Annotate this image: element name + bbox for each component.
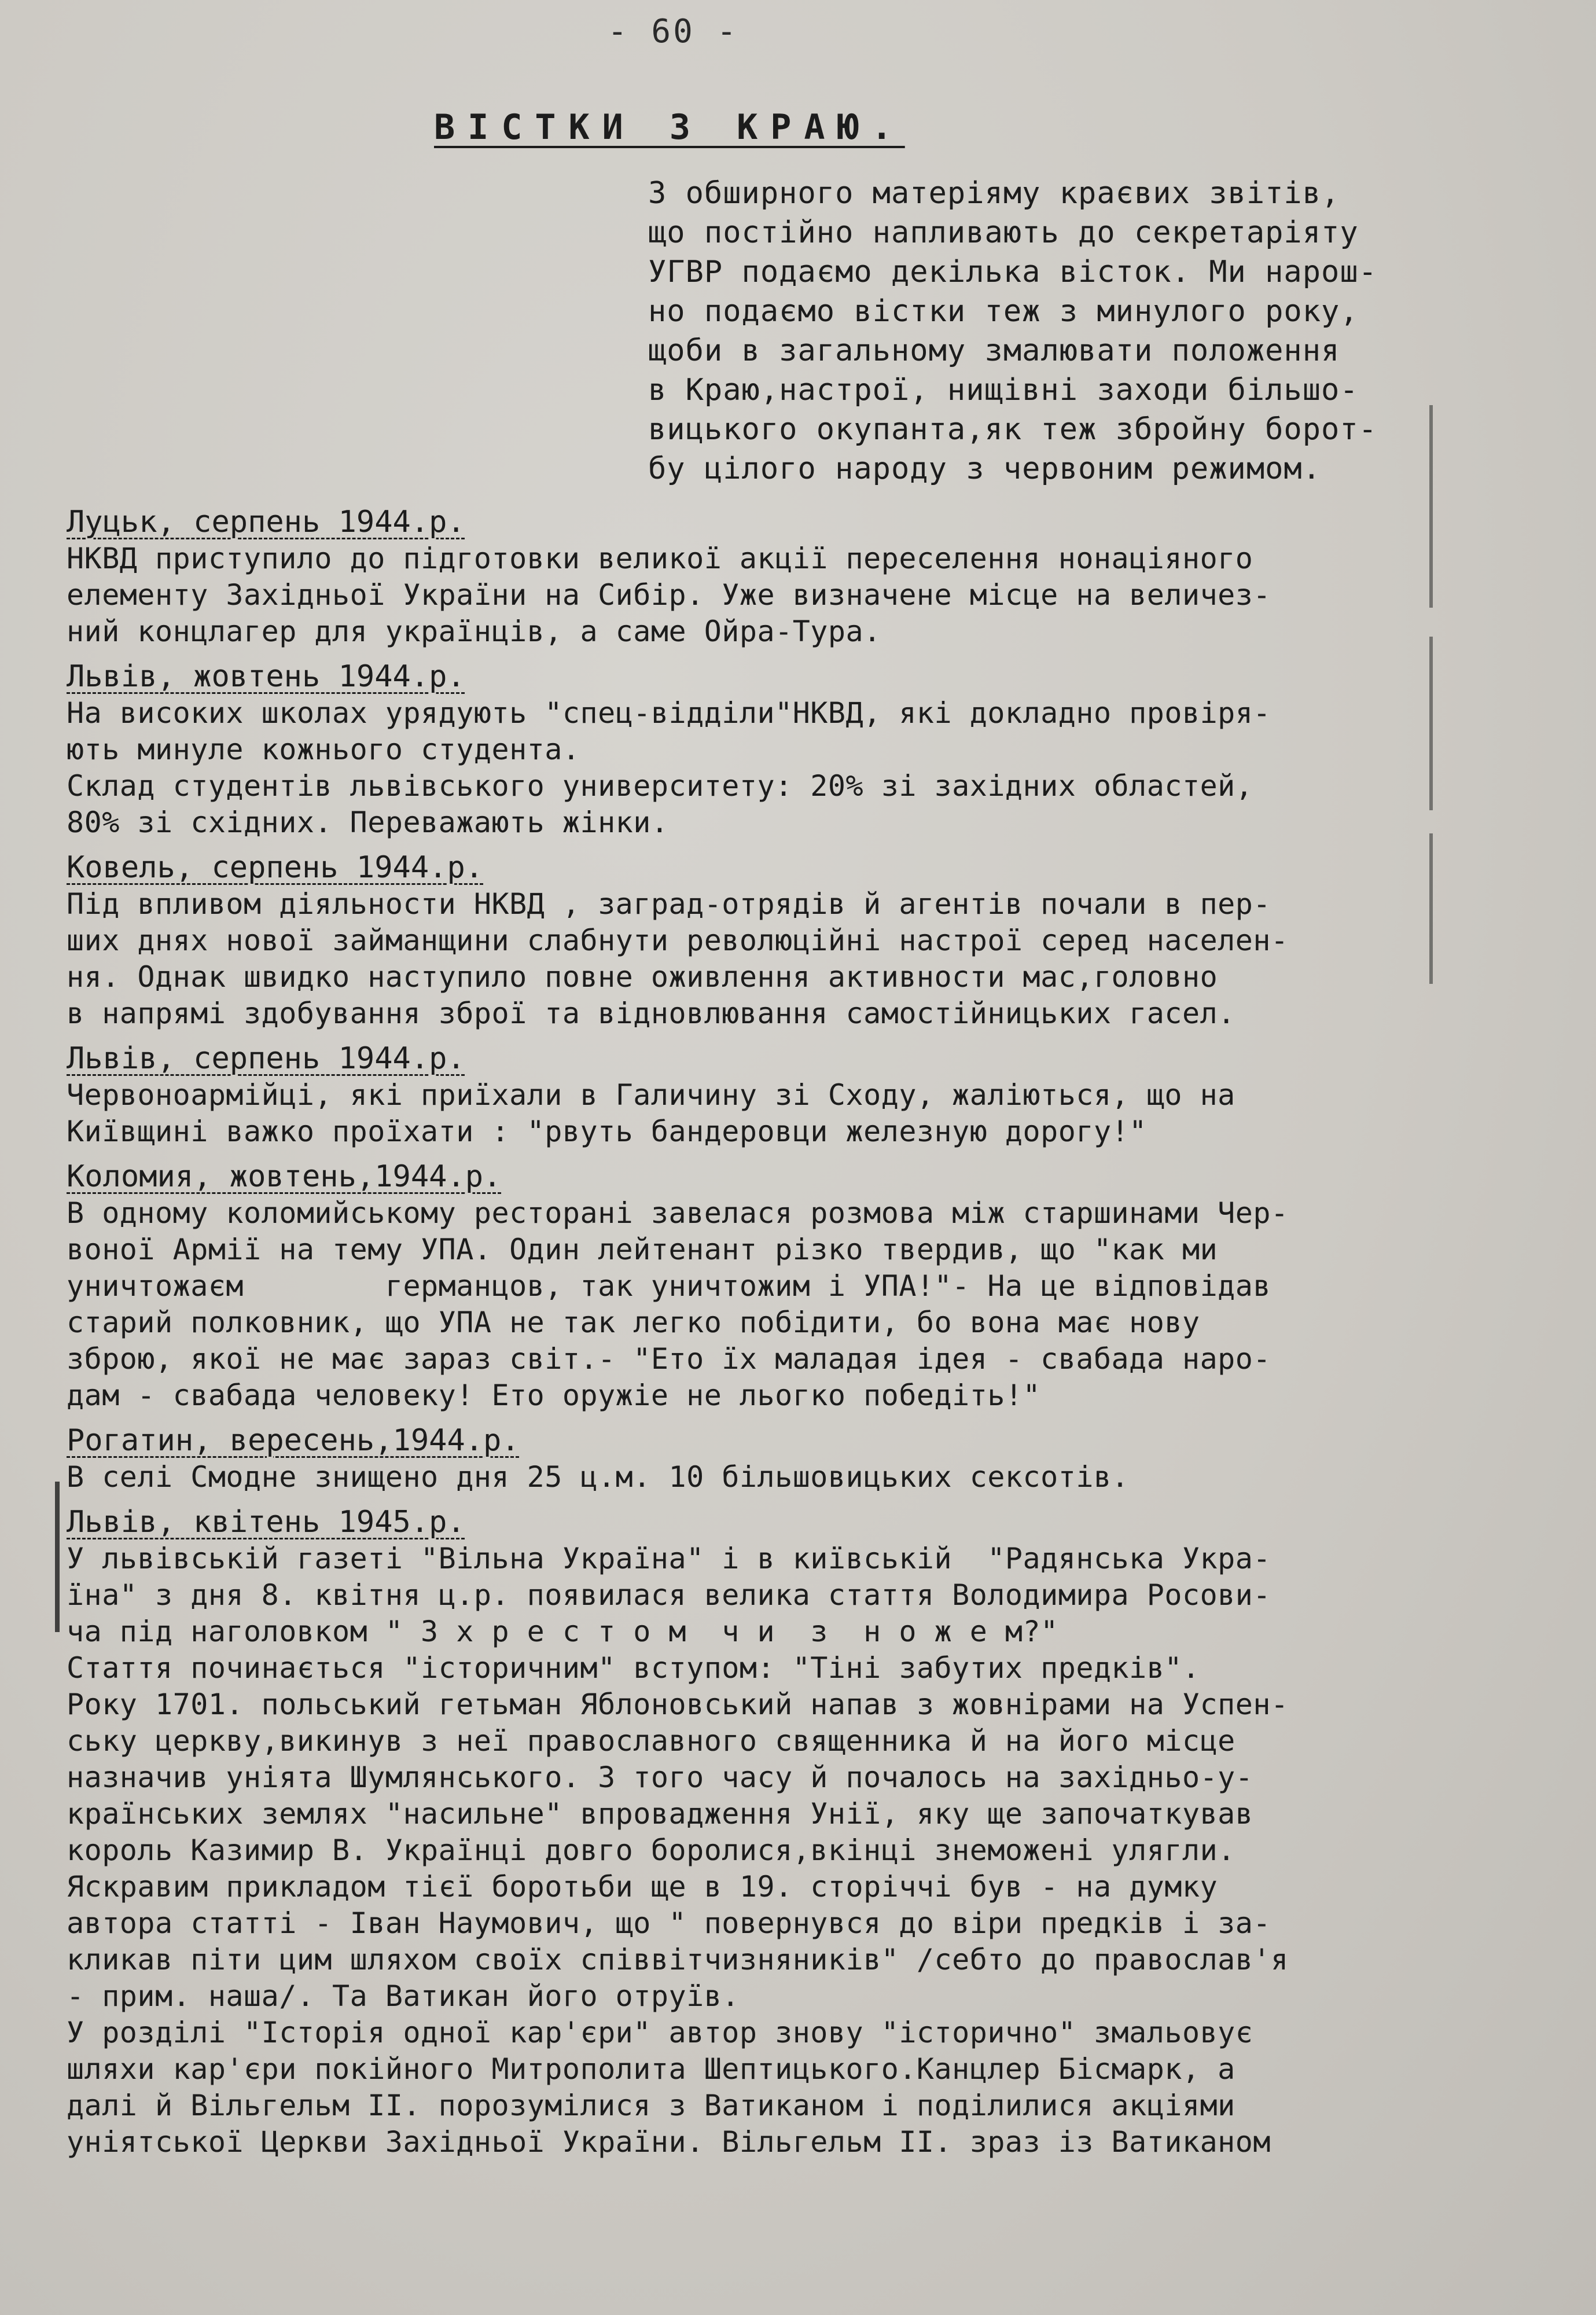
entry-line: Червоноармійці, які приїхали в Галичину зі Сходу, жаліються, що на [67,1078,1235,1112]
entry-line: їна" з дня 8. квітня ц.р. появилася велика стаття Володимира Росови- [67,1578,1271,1612]
news-entry [67,658,1548,841]
entry-line: В одному коломийському ресторані завелася розмова між старшинами Чер- [67,1196,1289,1230]
entry-line: Склад студентів львівського университету: 20% зі західних областей, [67,769,1253,803]
news-entry [67,849,1548,1032]
news-entry [67,504,1548,650]
intro-line: вицького окупанта,як теж збройну борот- [648,412,1377,447]
entry-line: ний концлагер для українців, а саме Ойра-Тура. [67,615,881,648]
entry-line: зброю, якої не має зараз світ.- "Ето їх маладая ідея - свабада наро- [67,1342,1271,1376]
entry-line: Стаття починається "історичним" вступом: "Тіні забутих предків". [67,1651,1200,1685]
entry-line: В селі Смодне знищено дня 25 ц.м. 10 більшовицьких сексотів. [67,1460,1130,1494]
intro-line: но подаємо вістки теж з минулого року, [648,294,1359,329]
entry-body [67,541,1548,650]
entry-dateline: Луцьк, серпень 1944.р. [67,505,465,539]
entry-line: ня. Однак швидко наступило повне оживлення активности мас,головно [67,960,1218,994]
entry-line: старий полковник, що УПА не так легко побідити, бо вона має нову [67,1306,1200,1339]
entry-line: автора статті - Іван Наумович, що " повернувся до віри предків і за- [67,1906,1271,1940]
entry-line: ють минуле кожнього студента. [67,733,580,766]
page-number: - 60 - [608,13,739,50]
entry-line: уничтожаєм германцов, так уничтожим і УПА!"- На це відповідав [67,1269,1271,1303]
entry-dateline: Львів, квітень 1945.р. [67,1505,465,1539]
entry-line: шляхи кар'єри покійного Митрополита Шептицького.Канцлер Бісмарк, а [67,2052,1235,2086]
entry-line: воної Армії на тему УПА. Один лейтенант різко твердив, що "как ми [67,1233,1218,1266]
entry-dateline: Коломия, жовтень,1944.р. [67,1159,502,1194]
entry-line: назначив уніята Шумлянського. З того часу й почалось на західньо-у- [67,1761,1253,1794]
entry-dateline: Рогатин, вересень,1944.р. [67,1423,520,1458]
entry-line: країнських землях "насильне" впровадження Унії, яку ще започаткував [67,1797,1253,1831]
entry-dateline: Львів, жовтень 1944.р. [67,659,465,694]
entry-line: ча під наголовком " З х р е с т о м ч и з н о ж е м?" [67,1615,1058,1648]
news-entries [67,504,1548,2169]
news-entry [67,1158,1548,1414]
entry-line: елементу Західньої України на Сибір. Уже визначене місце на величез- [67,578,1271,612]
entry-line: У львівській газеті "Вільна Україна" і в київській "Радянська Укра- [67,1542,1271,1575]
entry-line: уніятської Церкви Західньої України. Вільгельм II. зраз із Ватиканом [67,2125,1271,2159]
entry-line: дам - свабада человеку! Ето оружіе не льогко победіть!" [67,1379,1041,1412]
entry-line: - прим. нашa/. Та Ватикан його отруїв. [67,1979,740,2013]
entry-line: король Казимир В. Українці довго боролися,вкінці знеможені улягли. [67,1833,1235,1867]
intro-line: щоби в загальному змалювати положення [648,333,1340,368]
entry-line: Року 1701. польський гетьман Яблоновський напав з жовнірами на Успен- [67,1688,1289,1721]
intro-line: в Краю,настрої, нищівні заходи більшо- [648,373,1359,407]
entry-body [67,1541,1548,2160]
left-margin-mark [55,1482,60,1632]
entry-line: Яскравим прикладом тієї боротьби ще в 19. сторіччі був - на думку [67,1870,1218,1904]
entry-body [67,1459,1548,1495]
entry-line: ших днях нової займанщини слабнути революційні настрої серед населен- [67,924,1289,957]
entry-line: НКВД приступило до підготовки великої акції переселення нонаціяного [67,542,1253,575]
entry-line: кликав піти цим шляхом своїх співвітчизняників" /себто до православ'я [67,1943,1289,1976]
entry-dateline: Ковель, серпень 1944.р. [67,850,484,885]
news-entry [67,1504,1548,2160]
entry-body [67,1077,1548,1150]
intro-line: бу цілого народу з червоним режимом. [648,451,1322,486]
entry-line: далі й Вільгельм II. порозумілися з Ватиканом і поділилися акціями [67,2089,1235,2122]
entry-line: Київщині важко проїхати : "рвуть бандеровци железную дорогу!" [67,1115,1147,1148]
entry-body [67,695,1548,841]
intro-line: УГВР подаємо декілька вісток. Ми нарош- [648,255,1377,289]
intro-line: що постійно напливають до секретаріяту [648,215,1359,250]
entry-line: На високих школах урядують "спец-відділи"НКВД, які докладно провіря- [67,696,1271,730]
news-entry [67,1040,1548,1150]
entry-line: Під впливом діяльности НКВД , заград-отрядів й агентів почали в пер- [67,887,1271,921]
intro-line: З обширного матеріяму краєвих звітів, [648,176,1340,211]
entry-body [67,1195,1548,1414]
news-entry [67,1422,1548,1495]
entry-line: в напрямі здобування зброї та відновлювання самостійницьких гасел. [67,997,1235,1030]
entry-line: У розділі "Історія одної кар'єри" автор знову "історично" змальовує [67,2016,1253,2049]
entry-line: 80% зі східних. Переважають жінки. [67,806,669,839]
intro-paragraph [648,174,1470,488]
entry-dateline: Львів, серпень 1944.р. [67,1041,465,1076]
entry-body [67,886,1548,1032]
page-title: ВІСТКИ З КРАЮ. [434,107,905,148]
entry-line: ську церкву,викинув з неї православного священника й на його місце [67,1724,1235,1758]
